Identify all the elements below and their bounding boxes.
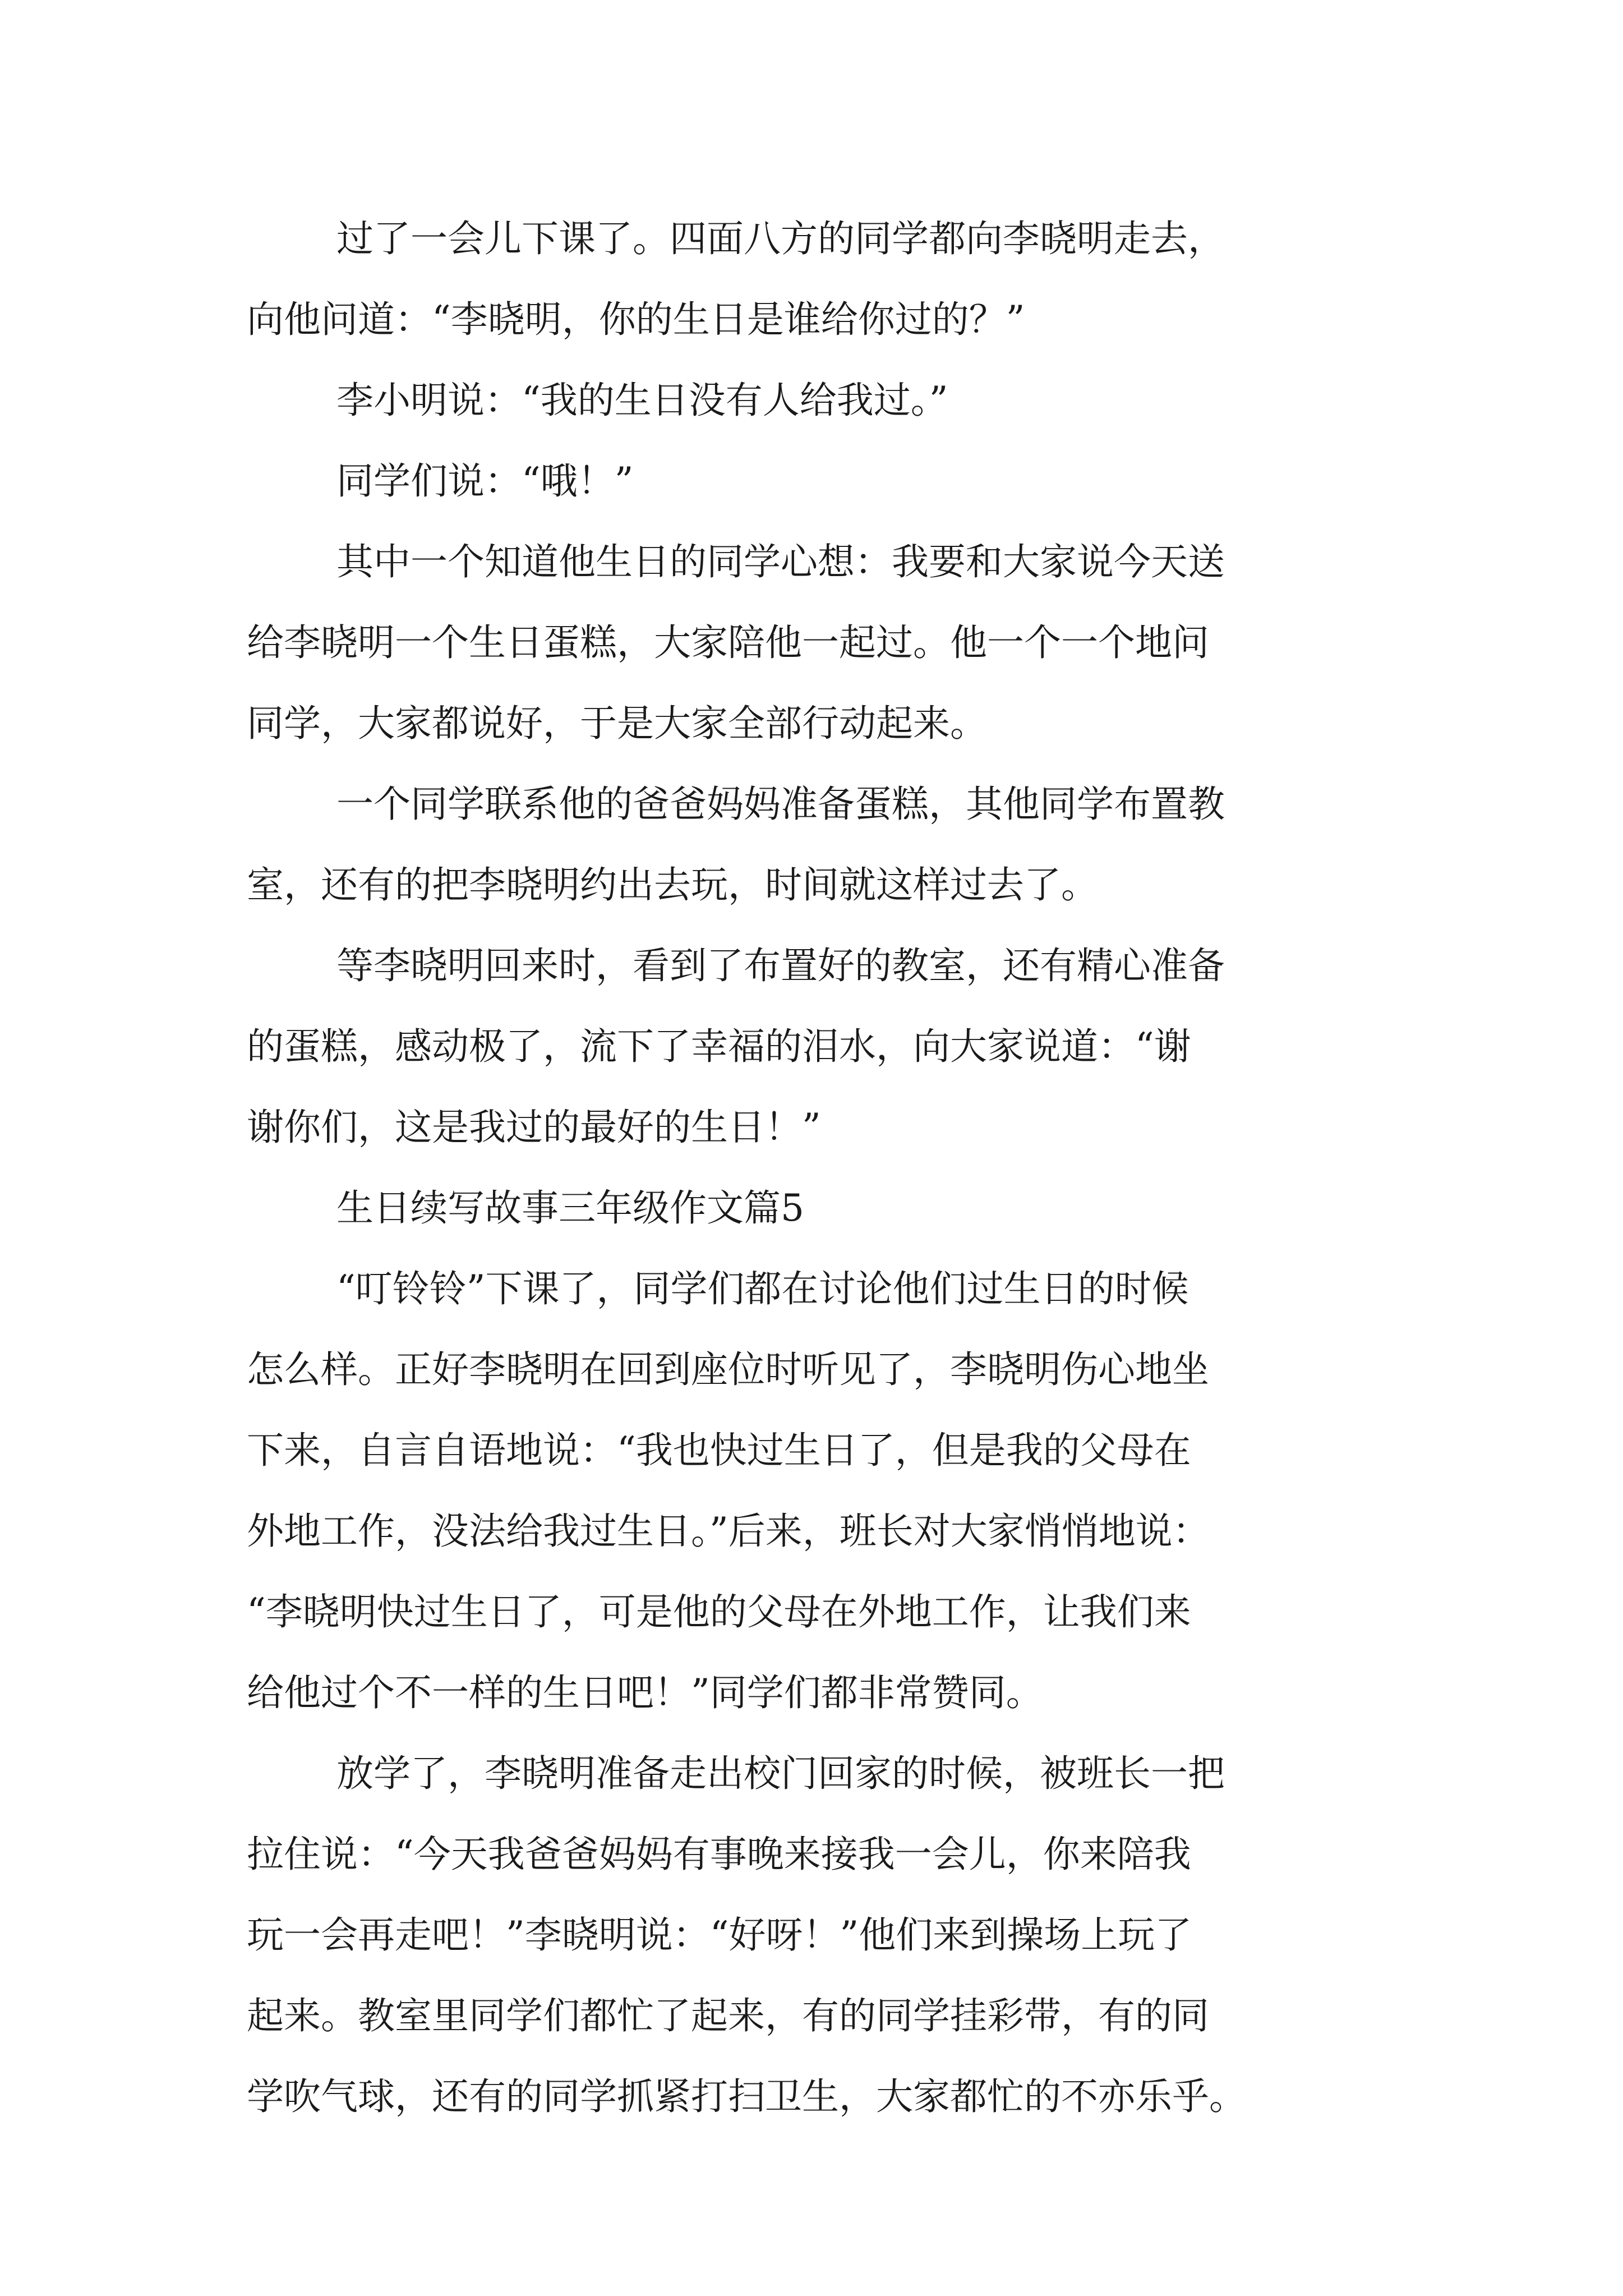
paragraph-line: 怎么样。正好李晓明在回到座位时听见了，李晓明伤心地坐 — [247, 1348, 1209, 1391]
paragraph-line: 同学，大家都说好，于是大家全部行动起来。 — [247, 702, 987, 745]
paragraph-line: 过了一会儿下课了。四面八方的同学都向李晓明走去， — [336, 217, 1225, 260]
paragraph-line: 的蛋糕，感动极了，流下了幸福的泪水，向大家说道：“谢 — [247, 1025, 1191, 1068]
paragraph-line: 同学们说：“哦！” — [336, 459, 634, 503]
paragraph-line: 谢你们，这是我过的最好的生日！” — [247, 1106, 821, 1149]
paragraph-line: 向他问道：“李晓明，你的生日是谁给你过的？” — [247, 298, 1025, 341]
paragraph-line: 给李晓明一个生日蛋糕，大家陪他一起过。他一个一个地问 — [247, 621, 1209, 664]
paragraph-line: 室，还有的把李晓明约出去玩，时间就这样过去了。 — [247, 863, 1098, 907]
paragraph-line: 下来，自言自语地说：“我也快过生日了，但是我的父母在 — [247, 1429, 1191, 1472]
paragraph-line: 给他过个不一样的生日吧！”同学们都非常赞同。 — [247, 1671, 1043, 1714]
paragraph-line: 外地工作，没法给我过生日。”后来，班长对大家悄悄地说： — [247, 1510, 1210, 1553]
paragraph-line: 起来。教室里同学们都忙了起来，有的同学挂彩带，有的同 — [247, 1994, 1209, 2037]
paragraph-line: “李晓明快过生日了，可是他的父母在外地工作，让我们来 — [247, 1590, 1191, 1634]
paragraph-line: 学吹气球，还有的同学抓紧打扫卫生，大家都忙的不亦乐乎。 — [247, 2075, 1246, 2118]
paragraph-line: 其中一个知道他生日的同学心想：我要和大家说今天送 — [336, 540, 1225, 583]
paragraph-line: 放学了，李晓明准备走出校门回家的时候，被班长一把 — [336, 1752, 1225, 1795]
paragraph-line: 一个同学联系他的爸爸妈妈准备蛋糕，其他同学布置教 — [336, 783, 1225, 826]
section-heading: 生日续写故事三年级作文篇5 — [336, 1186, 804, 1230]
paragraph-line: 玩一会再走吧！”李晓明说：“好呀！”他们来到操场上玩了 — [247, 1913, 1192, 1957]
paragraph-line: 等李晓明回来时，看到了布置好的教室，还有精心准备 — [336, 944, 1225, 987]
paragraph-line: 拉住说：“今天我爸爸妈妈有事晚来接我一会儿，你来陪我 — [247, 1833, 1191, 1876]
paragraph-line: “叮铃铃”下课了，同学们都在讨论他们过生日的时候 — [336, 1267, 1189, 1310]
paragraph-line: 李小明说：“我的生日没有人给我过。” — [336, 379, 948, 422]
